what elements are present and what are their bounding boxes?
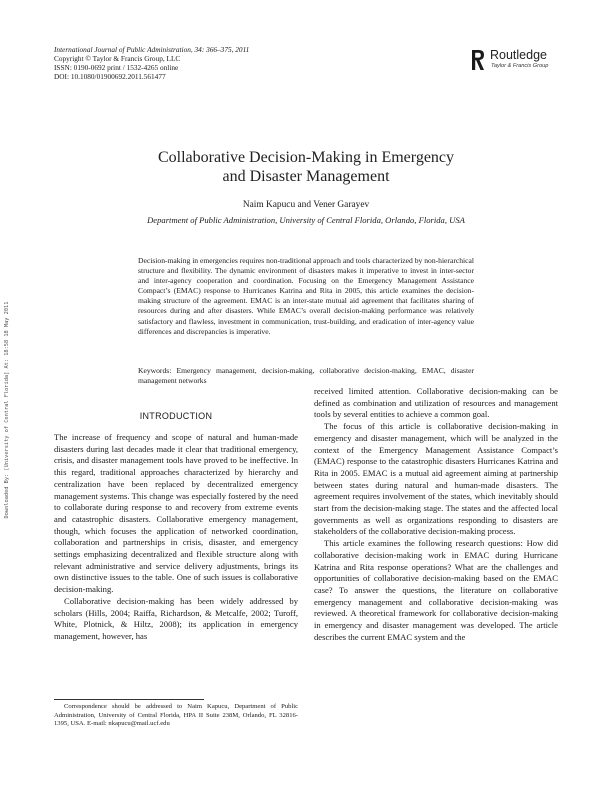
right-paragraph-2: The focus of this article is collaborative decision-making in emergency and disaster management, which will be analyzed in the context of the Emergency Management Assistance Compact’s (EMAC) response to the catastrophic disasters Hurricanes Katrina and Rita in 2005. EMAC is a mutual aid agreement aiming at partnership between states during natural and human-made disasters. The agreement requires involvement of the states, which inevitably should start from the decision-making stage. The states and the affected local governments as well as organizations responding to disasters are stakeholders of the collaborative decision-making process. <box>314 421 558 537</box>
section-heading-introduction: INTRODUCTION <box>139 411 213 421</box>
left-column <box>54 432 298 643</box>
correspondence-footnote <box>54 703 298 729</box>
journal-header <box>54 46 384 82</box>
publisher-logo <box>470 48 580 76</box>
download-watermark <box>2 265 14 555</box>
issn-line: ISSN: 0190-0692 print / 1532-4265 online <box>54 62 179 72</box>
keywords: Keywords: Emergency management, decision-making, collaborative decision-making, EMAC, disaster management networks <box>138 366 474 386</box>
copyright-line: Copyright © Taylor & Francis Group, LLC <box>54 53 181 63</box>
footnote-divider <box>54 699 204 700</box>
download-watermark-text: Downloaded By: [University of Central Florida] At: 18:58 18 May 2011 <box>4 301 10 519</box>
publisher-brand: Routledge <box>490 48 547 62</box>
abstract: Decision-making in emergencies requires non-traditional approach and tools characterized by non-hierarchical structure and flexibility. The dynamic environment of disasters makes it imperative to invest in inter-sector and inter-agency cooperation and coordination. Focusing on the Emergency Management Assistance Compact’s (EMAC) response to Hurricanes Katrina and Rita in 2005, this article examines the decision-making structure of the agreement. EMAC is an inter-state mutual aid agreement that facilitates sharing of resources during and after disasters. While EMAC’s overall decision-making performance was relatively satisfactory and flawless, investment in communication, trust-building, and eradication of inter-agency value differences and discrepancies is imperative. <box>138 256 474 336</box>
author-affiliation: Department of Public Administration, University of Central Florida, Orlando, Florida, USA <box>147 215 465 225</box>
routledge-r-icon <box>470 48 486 72</box>
title-line-2: and Disaster Management <box>222 168 390 185</box>
footnote-text: Correspondence should be addressed to Naim Kapucu, Department of Public Administration, University of Central Florida, HPA II Suite 238M, Orlando, FL 32816-1395, USA. E-mail: nkapucu@mail.ucf.edu <box>54 703 298 728</box>
journal-citation: International Journal of Public Administration, 34: 366–375, 2011 <box>54 45 250 54</box>
left-paragraph-2: Collaborative decision-making has been widely addressed by scholars (Hills, 2004; Raiffa, Richardson, & Metcalfe, 2002; Turoff, White, Plotnick, & Hiltz, 2008); its application in emergency management, however, has <box>54 595 298 641</box>
left-paragraph-1: The increase of frequency and scope of natural and human-made disasters during last decades made it clear that traditional emergency, crisis, and disaster management tools have proved to be ineffective. In this regard, traditional approaches characterized by hierarchy and centralization have been replaced by decentralized emergency management systems. This change was especially fostered by the need to collaborate during response to and recovery from extreme events and catastrophic disasters. Collaborative emergency management, though, which focuses the application of networked coordination, collaboration and partnerships in crisis, disaster, and emergency settings emphasizing decentralized and flexible structure along with relevant administrative and service delivery adjustments, brings its own distinctive issues to the table. One of such issues is collaborative decision-making. <box>54 432 298 595</box>
title-line-1: Collaborative Decision-Making in Emergency <box>157 149 455 166</box>
doi-line: DOI: 10.1080/01900692.2011.561477 <box>54 71 166 81</box>
right-column <box>314 386 558 643</box>
right-paragraph-1: received limited attention. Collaborative decision-making can be defined as combination and utilization of resources and management tools by several entities to achieve a common goal. <box>314 386 558 420</box>
author-names: Naim Kapucu and Vener Garayev <box>242 200 370 210</box>
right-paragraph-3: This article examines the following research questions: How did collaborative decision-making work in EMAC during Hurricane Katrina and Rita response operations? What are the challenges and opportunities of collaborative decision-making based on the EMAC case? To answer the questions, the literature on collaborative emergency management and collaborative decision-making was reviewed. A theoretical framework for collaborative decision-making in emergency and disaster management was developed. The article describes the current EMAC system and the <box>314 538 558 642</box>
publisher-subtitle: Taylor & Francis Group <box>491 63 549 69</box>
article-title <box>60 148 552 186</box>
